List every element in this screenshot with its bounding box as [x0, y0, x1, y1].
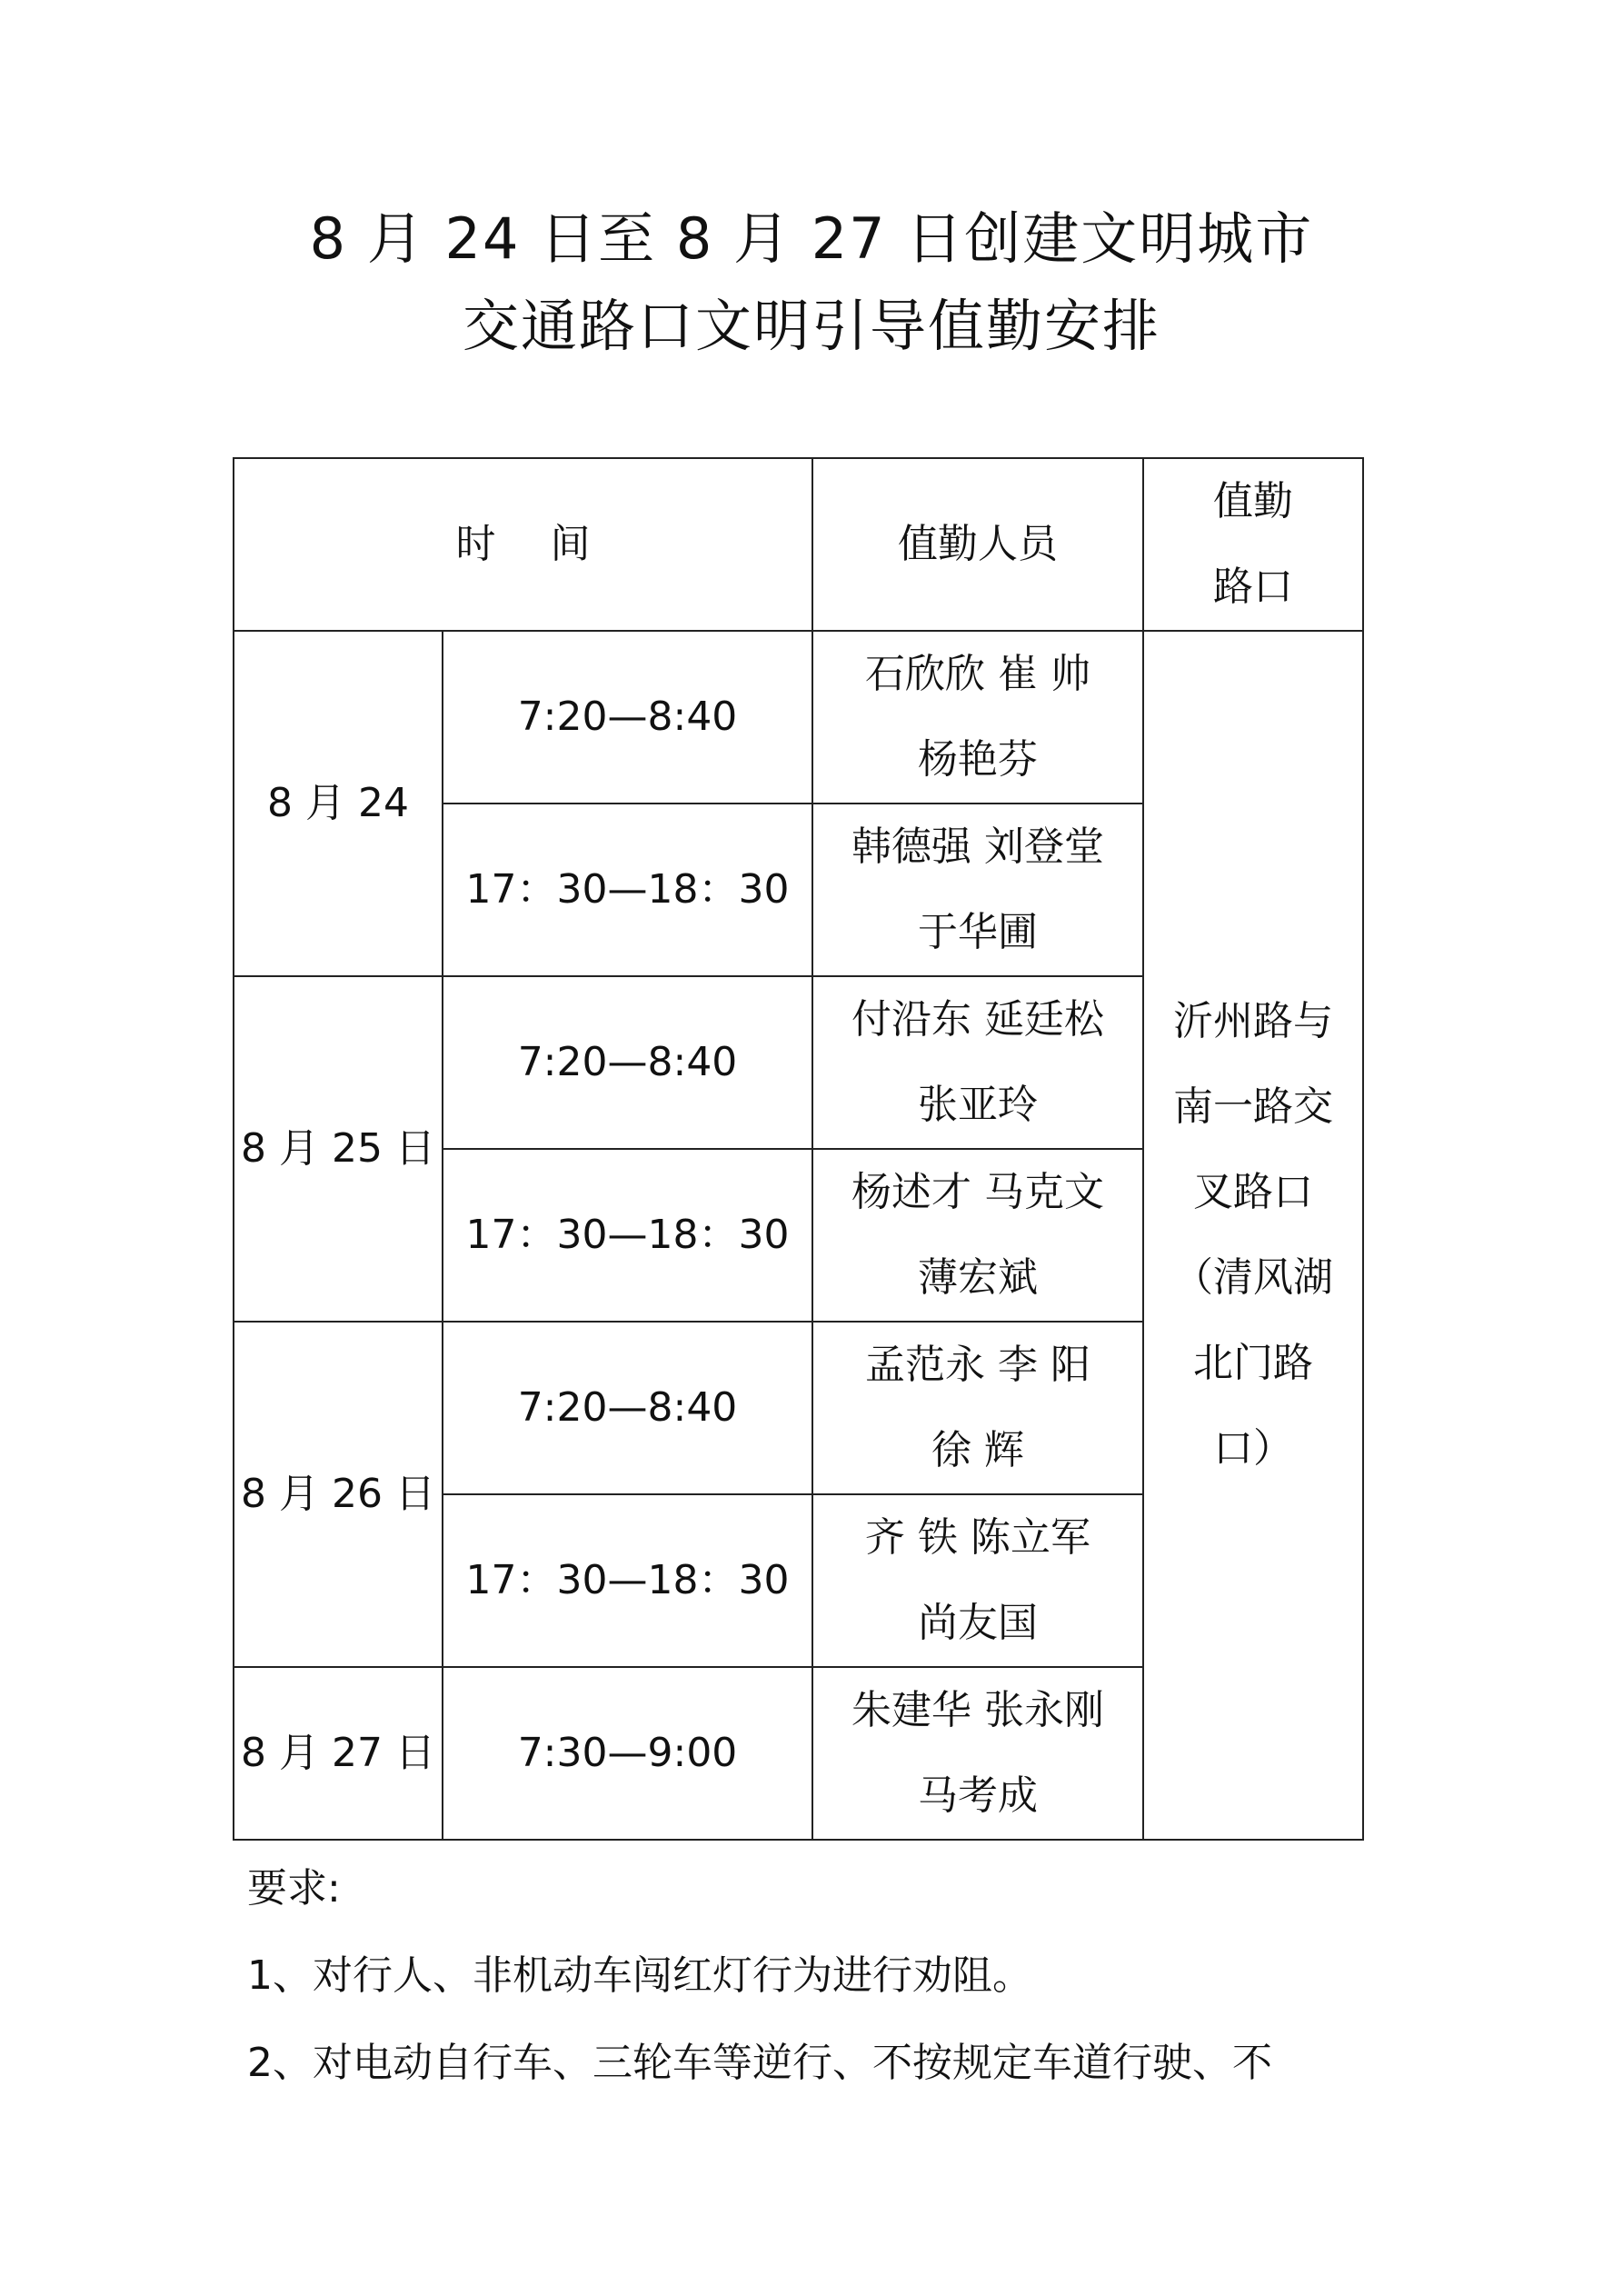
road-line: 沂州路与 [1173, 998, 1333, 1044]
road-line: 南一路交 [1173, 1083, 1333, 1130]
duty-schedule-table [233, 457, 1364, 1841]
time-cell: 17：30—18：30 [443, 1494, 812, 1667]
time-cell: 17：30—18：30 [443, 1149, 812, 1322]
staff-line-1: 孟范永 李 阳 [865, 1342, 1090, 1388]
table-header-row [234, 458, 1363, 631]
staff-line-1: 付沿东 延廷松 [851, 996, 1104, 1043]
date-cell: 8 月 24 [234, 631, 443, 976]
staff-cell [812, 1149, 1143, 1322]
table-row [234, 631, 1363, 804]
staff-cell [812, 1322, 1143, 1494]
time-cell: 17：30—18：30 [443, 804, 812, 976]
header-road-line-1: 值勤 [1213, 478, 1293, 524]
header-road-line-2: 路口 [1213, 564, 1293, 610]
staff-cell [812, 631, 1143, 804]
requirement-item: 2、对电动自行车、三轮车等逆行、不按规定车道行驶、不 [247, 2040, 1272, 2086]
staff-line-1: 石欣欣 崔 帅 [865, 651, 1090, 697]
staff-cell [812, 976, 1143, 1149]
date-cell: 8 月 27 日 [234, 1667, 443, 1840]
time-cell: 7:20—8:40 [443, 1322, 812, 1494]
staff-line-2: 张亚玲 [918, 1082, 1038, 1128]
requirement-item: 1、对行人、非机动车闯红灯行为进行劝阻。 [247, 1952, 1032, 1999]
road-line: 叉路口 [1193, 1169, 1313, 1215]
staff-cell [812, 1494, 1143, 1667]
document-title-line-2: 交通路口文明引导值勤安排 [462, 293, 1160, 359]
header-road [1143, 458, 1363, 631]
requirements-heading: 要求: [247, 1865, 341, 1912]
staff-line-2: 尚友国 [918, 1600, 1038, 1646]
staff-line-2: 薄宏斌 [918, 1254, 1038, 1301]
staff-line-1: 齐 铁 陈立军 [865, 1514, 1090, 1561]
header-time: 时间 [234, 458, 812, 631]
staff-line-2: 徐 辉 [931, 1427, 1024, 1473]
road-cell [1143, 631, 1363, 1840]
road-line: 北门路 [1193, 1340, 1313, 1386]
staff-cell [812, 1667, 1143, 1840]
staff-line-2: 于华圃 [918, 909, 1038, 955]
date-cell: 8 月 26 日 [234, 1322, 443, 1667]
road-line: 口） [1213, 1425, 1293, 1472]
staff-line-2: 马考成 [918, 1772, 1038, 1819]
staff-line-1: 朱建华 张永刚 [851, 1687, 1104, 1733]
header-staff: 值勤人员 [812, 458, 1143, 631]
document-title-line-1: 8 月 24 日至 8 月 27 日创建文明城市 [309, 205, 1314, 272]
staff-line-1: 韩德强 刘登堂 [851, 824, 1104, 870]
staff-line-1: 杨述才 马克文 [851, 1169, 1104, 1215]
time-cell: 7:20—8:40 [443, 631, 812, 804]
time-cell: 7:30—9:00 [443, 1667, 812, 1840]
road-line: （清风湖 [1173, 1254, 1333, 1301]
staff-line-2: 杨艳芬 [918, 736, 1038, 783]
staff-cell [812, 804, 1143, 976]
date-cell: 8 月 25 日 [234, 976, 443, 1322]
time-cell: 7:20—8:40 [443, 976, 812, 1149]
